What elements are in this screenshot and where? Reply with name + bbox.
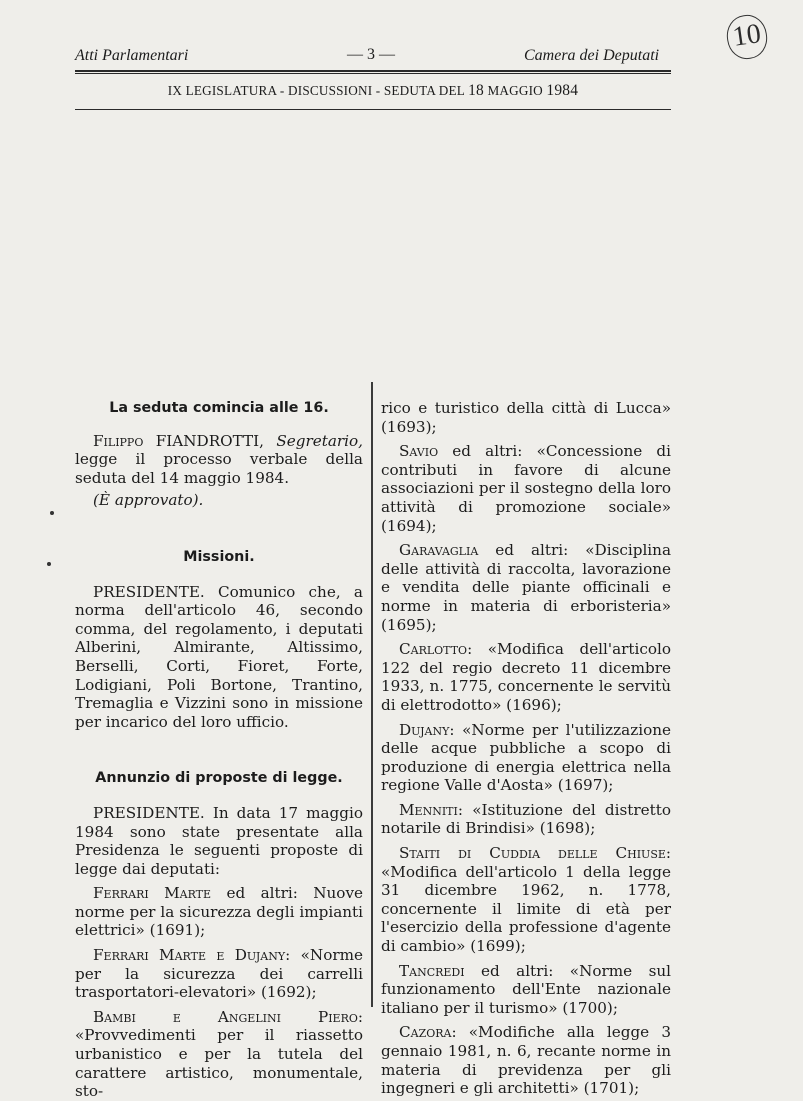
proposal-1696: Carlotto: «Modifica dell'articolo 122 del regio decreto 11 dicembre 1933, n. 1775, concernente le servitù di elettrodotto» (1696); [381,640,671,714]
header-rule-top-2 [75,73,671,74]
legislature-line [75,82,671,100]
left-column [75,399,363,1101]
column-divider [371,382,373,1007]
header-rule-bottom [75,109,671,110]
margin-dot [47,562,51,566]
header-left: Atti Parlamentari [75,47,189,64]
proposal-1691: Ferrari Marte ed altri: Nuove norme per la sicurezza degli impianti elettrici» (1691); [75,884,364,940]
section-annunzio: Annunzio di proposte di legge. [95,770,343,787]
proposal-1700: Tancredi ed altri: «Norme sul funzionamento dell'Ente nazionale italiano per il turismo» (1700); [381,961,672,1017]
paragraph-missioni: PRESIDENTE. Comunico che, a norma dell'articolo 46, secondo comma, del regolamento, i deputati Alberini, Almirante, Altissimo, Berselli, Corti, Fioret, Forte, Lodigiani, Poli Bortone, Trantino, Tremaglia e Vizzini sono in missione per incarico del loro ufficio. [75,582,363,731]
session-start: La seduta comincia alle 16. [109,400,329,416]
proposal-1693-cont: rico e turistico della città di Lucca» (1693); [381,399,671,436]
proposal-1693: Bambi e Angelini Piero: «Provvedimenti per il riassetto urbanistico e per la tutela del carattere artistico, monumentale, sto- [75,1007,363,1101]
proposal-1694: Savio ed altri: «Concessione di contributi in favore di alcune associazioni per il sostegno della loro attività di promozione sociale» (1694); [381,442,672,535]
proposal-1697: Dujany: «Norme per l'utilizzazione delle acque pubbliche a scopo di produzione di energia elettrica nella regione Valle d'Aosta» (1697); [381,720,671,795]
proposal-1695: Garavaglia ed altri: «Disciplina delle attività di raccolta, lavorazione e vendita delle piante officinali e norme in materia di erboristeria» (1695); [381,541,671,634]
margin-dot [50,511,54,515]
session-day: 18 [468,82,484,99]
section-missioni: Missioni. [183,548,255,565]
proposal-1698: Menniti: «Istituzione del distretto notarile di Brindisi» (1698); [381,800,672,838]
page-number: — 3 — [347,46,395,63]
paragraph-annunzio: PRESIDENTE. In data 17 maggio 1984 sono state presentate alla Presidenza le seguenti proposte di legge dai deputati: [75,803,363,878]
proposal-1701: Cazora: «Modifiche alla legge 3 gennaio 1981, n. 6, recante norme in materia di previdenza per gli ingegneri e gli architetti» (1701); [381,1023,671,1098]
header-rule-top [75,70,671,72]
session-year: 1984 [546,82,579,99]
proposal-1692: Ferrari Marte e Dujany: «Norme per la sicurezza dei carrelli trasportatori-elevatori» (1692); [75,946,363,1002]
paragraph-fiandrotti: Filippo FIANDROTTI, Segretario, legge il processo verbale della seduta del 14 maggio 1984. [75,431,364,487]
session-month: MAGGIO [487,83,543,98]
approved-note: (È approvato). [93,491,204,510]
right-column [381,399,671,1098]
page-stamp: 10 [724,12,770,61]
proposal-1699: Staiti di Cuddia delle Chiuse: «Modifica dell'articolo 1 della legge 31 dicembre 1962, n. 1778, concernente il limite di età per l'esercizio della professione d'agente di cambio» (1699); [381,844,671,956]
header-right: Camera dei Deputati [524,47,660,64]
legislature-label: IX LEGISLATURA - DISCUSSIONI - SEDUTA DEL [167,83,465,98]
